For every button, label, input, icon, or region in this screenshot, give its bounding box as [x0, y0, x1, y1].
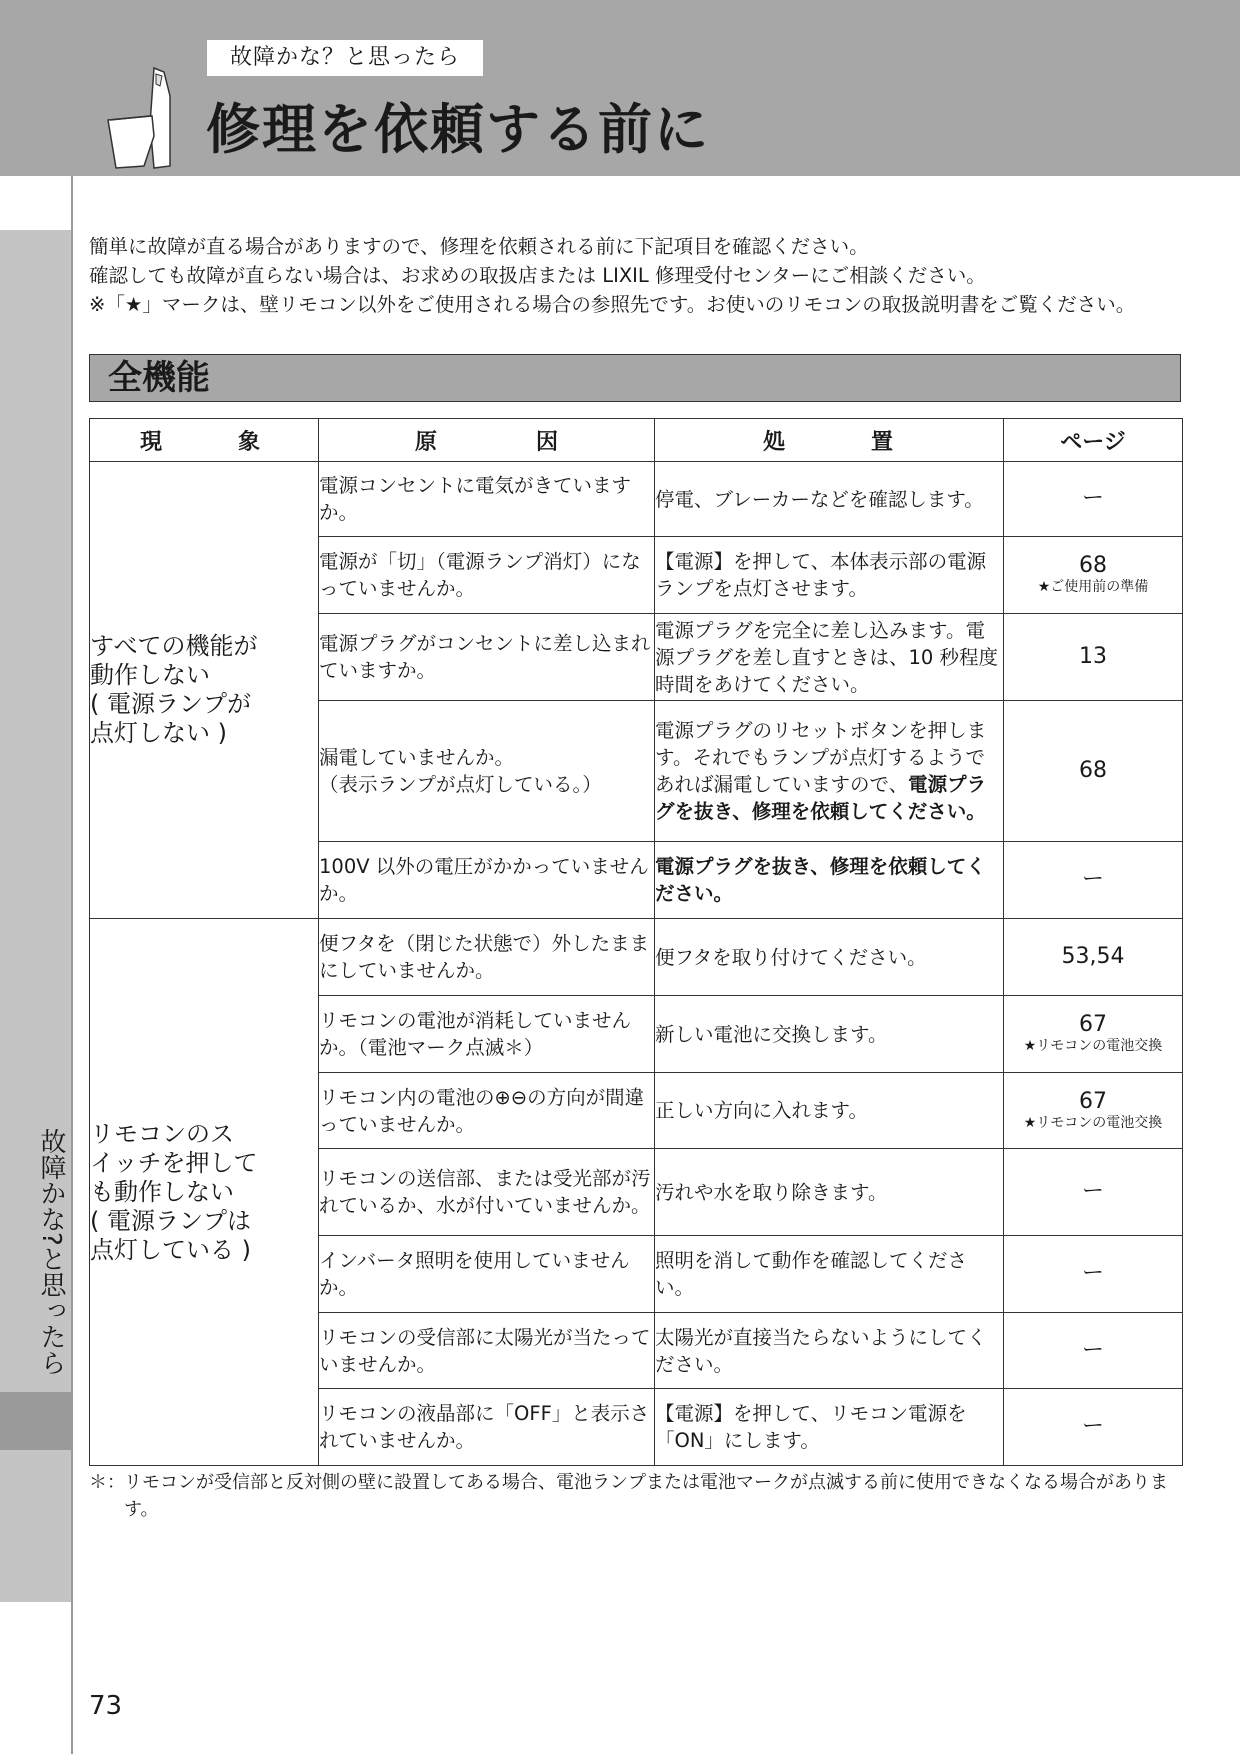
page-cell: 67 ★リモコンの電池交換 [1004, 996, 1183, 1073]
troubleshooting-table [89, 418, 1183, 1466]
cause-cell: リモコン内の電池の⊕⊖の方向が間違っていませんか。 [319, 1073, 655, 1149]
category-heading [89, 354, 1181, 402]
page-number: 73 [89, 1691, 123, 1721]
left-margin-rule [71, 176, 73, 1754]
page-cell: ー [1004, 1313, 1183, 1389]
cause-cell: 電源が「切」（電源ランプ消灯）になっていませんか。 [319, 537, 655, 614]
remedy-cell: 太陽光が直接当たらないようにしてください。 [655, 1313, 1004, 1389]
page-cell: ー [1004, 462, 1183, 537]
remedy-cell: 新しい電池に交換します。 [655, 996, 1004, 1073]
page-cell: 53,54 [1004, 919, 1183, 996]
cause-cell: リモコンの液晶部に「OFF」と表示されていませんか。 [319, 1389, 655, 1466]
page-cell: ー [1004, 1389, 1183, 1466]
section-tag: 故障かな？と思ったら [207, 40, 483, 76]
page-note: ★リモコンの電池交換 [1023, 1114, 1163, 1131]
page-note: ★ご使用前の準備 [1037, 579, 1149, 595]
remedy-cell: 電源プラグを抜き、修理を依頼してください。 [655, 842, 1004, 919]
page-cell: ー [1004, 842, 1183, 919]
remedy-cell: 電源プラグのリセットボタンを押します。それでもランプが点灯するようであれば漏電していますので、電源プラグを抜き、修理を依頼してください。 [655, 701, 1004, 842]
page-cell: 67 ★リモコンの電池交換 [1004, 1073, 1183, 1149]
cause-cell: 電源プラグがコンセントに差し込まれていますか。 [319, 614, 655, 701]
table-row [90, 462, 1183, 537]
page-cell: 68 [1004, 701, 1183, 842]
side-index-marker [0, 1392, 71, 1450]
footnote-text: リモコンが受信部と反対側の壁に設置してある場合、電池ランプまたは電池マークが点滅する前に使用できなくなる場合があります。 [124, 1472, 1168, 1520]
table-row [90, 919, 1183, 996]
intro-line: 簡単に故障が直る場合がありますので、修理を依頼される前に下記項目を確認ください。 [89, 235, 869, 258]
toilet-icon [104, 66, 176, 170]
page-cell: ー [1004, 1236, 1183, 1313]
remedy-cell: 【電源】を押して、リモコン電源を「ON」にします。 [655, 1389, 1004, 1466]
cause-cell: 100V 以外の電圧がかかっていませんか。 [319, 842, 655, 919]
footnote [89, 1469, 1184, 1523]
symptom-cell: すべての機能が 動作しない ( 電源ランプが 点灯しない ) [90, 462, 319, 919]
remedy-cell: 停電、ブレーカーなどを確認します。 [655, 462, 1004, 537]
remedy-cell: 【電源】を押して、本体表示部の電源ランプを点灯させます。 [655, 537, 1004, 614]
cause-cell: 漏電していませんか。 （表示ランプが点灯している。） [319, 701, 655, 842]
intro-line: ※「★」マークは、壁リモコン以外をご使用される場合の参照先です。お使いのリモコンの取扱説明書をご覧ください。 [89, 293, 1136, 316]
page-title: 修理を依頼する前に [206, 98, 710, 161]
symptom-cell: リモコンのス イッチを押して も動作しない ( 電源ランプは 点灯している ) [90, 919, 319, 1466]
side-index-label: 故障かな?と思ったら [36, 1128, 66, 1376]
intro-line: 確認しても故障が直らない場合は、お求めの取扱店または LIXIL 修理受付センターにご相談ください。 [89, 264, 986, 287]
remedy-cell: 正しい方向に入れます。 [655, 1073, 1004, 1149]
remedy-cell: 汚れや水を取り除きます。 [655, 1149, 1004, 1236]
remedy-cell: 便フタを取り付けてください。 [655, 919, 1004, 996]
cause-cell: インバータ照明を使用していませんか。 [319, 1236, 655, 1313]
cause-cell: リモコンの電池が消耗していませんか。（電池マーク点滅＊） [319, 996, 655, 1073]
remedy-cell: 電源プラグを完全に差し込みます。電源プラグを差し直すときは、10 秒程度時間をあけてください。 [655, 614, 1004, 701]
cause-cell: 電源コンセントに電気がきていますか。 [319, 462, 655, 537]
page-cell: ー [1004, 1149, 1183, 1236]
cause-cell: 便フタを（閉じた状態で）外したままにしていませんか。 [319, 919, 655, 996]
footnote-mark: ＊： [89, 1472, 125, 1493]
header-remedy: 処 置 [655, 419, 1004, 462]
header-cause: 原 因 [319, 419, 655, 462]
intro-text [89, 232, 1199, 319]
page-note: ★リモコンの電池交換 [1023, 1038, 1163, 1054]
cause-cell: リモコンの受信部に太陽光が当たっていませんか。 [319, 1313, 655, 1389]
table-header-row [90, 419, 1183, 462]
cause-cell: リモコンの送信部、または受光部が汚れているか、水が付いていませんか。 [319, 1149, 655, 1236]
header-page: ページ [1004, 419, 1183, 462]
page-cell: 13 [1004, 614, 1183, 701]
header-symptom: 現 象 [90, 419, 319, 462]
category-title: 全機能 [108, 358, 210, 398]
page-cell: 68 ★ご使用前の準備 [1004, 537, 1183, 614]
remedy-cell: 照明を消して動作を確認してください。 [655, 1236, 1004, 1313]
